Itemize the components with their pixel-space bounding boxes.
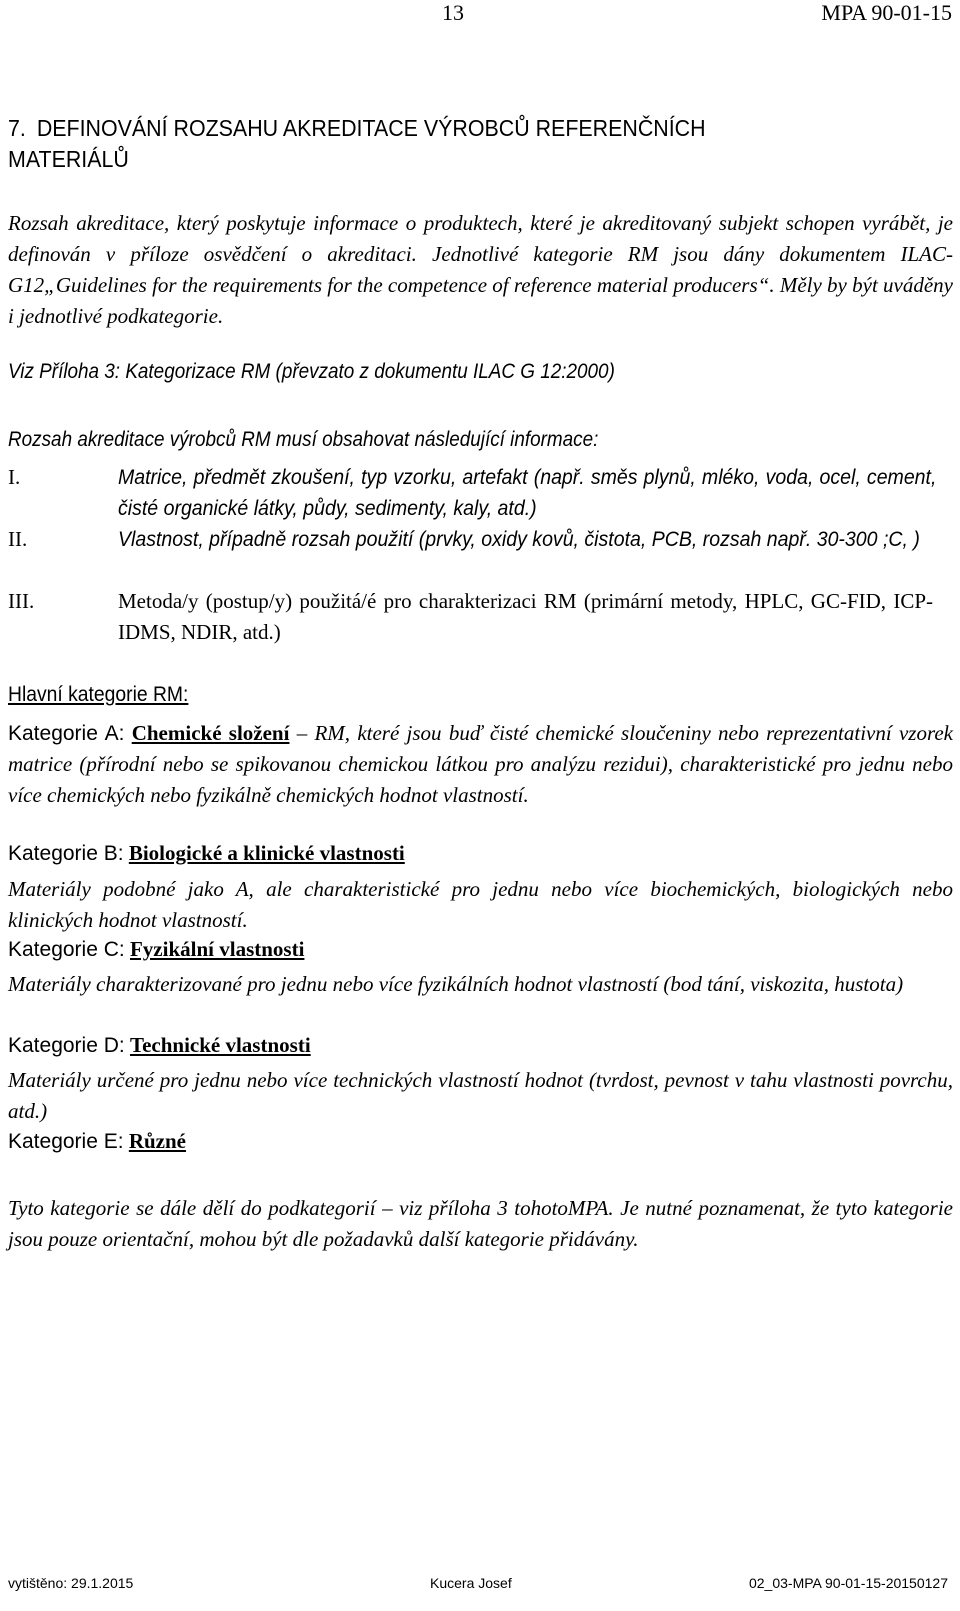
footer-printed-date: vytištěno: 29.1.2015 [8, 1575, 134, 1591]
category-d-name: Technické vlastnosti [129, 1033, 311, 1057]
main-categories-heading: Hlavní kategorie RM: [8, 683, 189, 706]
closing-paragraph: Tyto kategorie se dále dělí do podkategorií – viz příloha 3 tohotoMPA. Je nutné poznamenat, že tyto kategorie jsou pouze orientační, mohou být dle požadavků další kategorie přidávány. [8, 1196, 953, 1251]
category-b-heading [8, 838, 405, 869]
category-a-description: – RM, které jsou buď čisté chemické sloučeniny nebo reprezentativní vzorek matrice (přírodní nebo se spikovanou chemickou látkou pro analýzu rezidui), charakteristické pro jednu nebo více chemických nebo fyzikálně chemických hodnot vlastností. [8, 721, 953, 807]
list-marker: I. [8, 465, 21, 489]
category-c-heading [8, 934, 304, 965]
category-c-name: Fyzikální vlastnosti [129, 937, 305, 961]
list-marker: II. [8, 527, 28, 551]
category-c-description: Materiály charakterizované pro jednu nebo více fyzikálních hodnot vlastností (bod tání, viskozita, hustota) [8, 972, 904, 996]
page-number: 13 [442, 0, 464, 25]
document-code: MPA 90-01-15 [821, 0, 952, 25]
list-text: Metoda/y (postup/y) použitá/é pro charakterizaci RM (primární metody, HPLC, GC-FID, ICP-IDMS, NDIR, atd.) [118, 589, 933, 644]
list-text: Matrice, předmět zkoušení, typ vzorku, artefakt (např. směs plynů, mléko, voda, ocel, cement, čisté organické látky, půdy, sedimenty, kaly, atd.) [118, 466, 937, 520]
category-b-name: Biologické a klinické vlastnosti [128, 841, 405, 865]
category-e-heading [8, 1126, 186, 1157]
annex-reference: Viz Příloha 3: Kategorizace RM (převzato z dokumentu ILAC G 12:2000) [8, 360, 615, 383]
category-d-heading [8, 1030, 311, 1061]
list-marker: III. [8, 589, 35, 613]
footer-author: Kucera Josef [430, 1575, 512, 1591]
list-text: Vlastnost, případně rozsah použití (prvky, oxidy kovů, čistota, PCB, rozsah např. 30-300 ;C, ) [118, 528, 920, 551]
category-e-name: Různé [128, 1129, 186, 1153]
category-d-label: Kategorie D: [8, 1034, 125, 1057]
section-number: 7. [8, 115, 26, 141]
intro-paragraph: Rozsah akreditace, který poskytuje informace o produktech, které je akreditovaný subjekt schopen vyrábět, je definován v příloze osvědčení o akreditaci. Jednotlivé kategorie RM jsou dány dokumentem ILAC-G12„Guidelines for the requirements for the competence of reference material producers“. Měly by být uváděny i jednotlivé podkategorie. [8, 211, 953, 328]
category-e-label: Kategorie E: [8, 1130, 124, 1153]
category-b-label: Kategorie B: [8, 842, 124, 865]
scope-intro: Rozsah akreditace výrobců RM musí obsahovat následující informace: [8, 428, 599, 451]
category-a-name: Chemické složení [131, 721, 290, 745]
category-a-label: Kategorie A: [8, 722, 125, 745]
footer-filename: 02_03-MPA 90-01-15-20150127 [748, 1575, 948, 1591]
section-title-line2: MATERIÁLŮ [8, 146, 129, 172]
category-d-description: Materiály určené pro jednu nebo více technických vlastností hodnot (tvrdost, pevnost v tahu vlastnosti povrchu, atd.) [8, 1068, 953, 1123]
section-heading [8, 113, 873, 175]
category-a-block [8, 718, 953, 811]
category-b-description: Materiály podobné jako A, ale charakteristické pro jednu nebo více biochemických, biologických nebo klinických hodnot vlastností. [8, 877, 953, 932]
category-c-label: Kategorie C: [8, 938, 125, 961]
section-title-line1: DEFINOVÁNÍ ROZSAHU AKREDITACE VÝROBCŮ REFERENČNÍCH [36, 115, 706, 141]
